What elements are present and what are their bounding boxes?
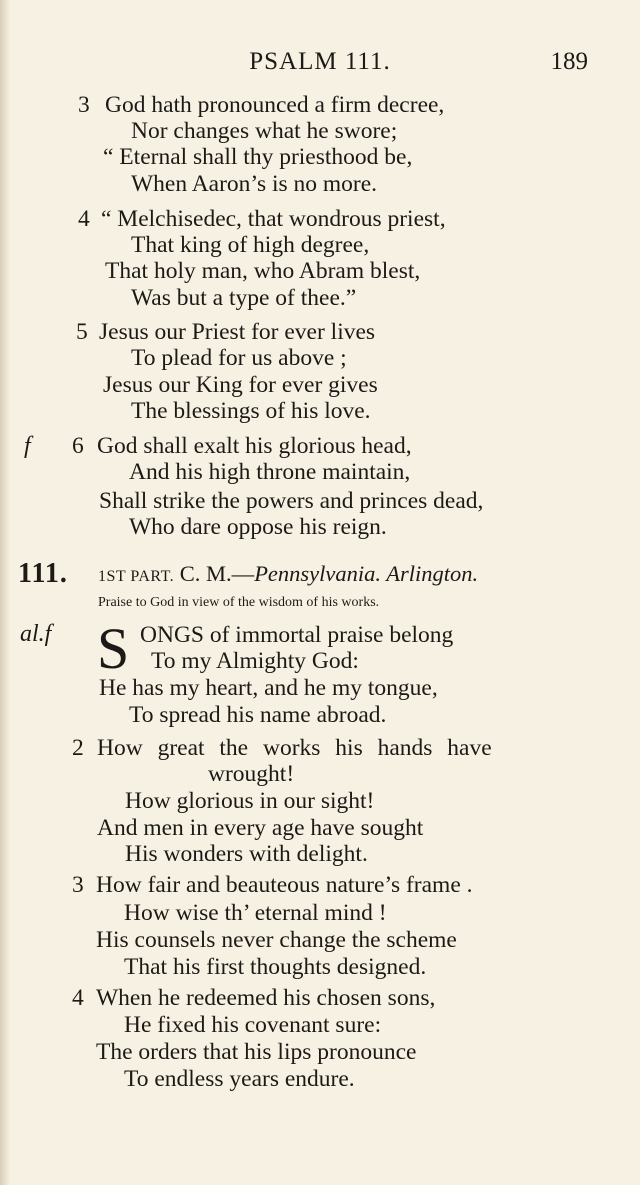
verse-number: 4 (72, 985, 84, 1011)
hymn-meter: C. M.— (179, 561, 255, 586)
verse-line: He fixed his covenant sure: (124, 1012, 382, 1038)
verse-line: How wise th’ eternal mind ! (124, 900, 387, 926)
verse-line: His wonders with delight. (125, 841, 368, 867)
verse-line: To endless years endure. (124, 1066, 355, 1092)
verse-number: 6 (72, 433, 84, 459)
page-title: PSALM 111. (249, 48, 391, 75)
hymn-heading (98, 563, 478, 586)
verse-line: Was but a type of thee.” (131, 285, 357, 311)
verse-line: And his high throne maintain, (129, 459, 411, 485)
page-number: 189 (550, 48, 588, 75)
verse-line: That king of high degree, (131, 232, 370, 258)
verse-line: God hath pronounced a firm decree, (105, 92, 445, 118)
verse-line: His counsels never change the scheme (96, 927, 457, 953)
verse-line: He has my heart, and he my tongue, (99, 675, 438, 701)
verse-line: To plead for us above ; (131, 345, 347, 371)
verse-line: How great the works his hands have (97, 735, 492, 761)
verse-line: How fair and beauteous nature’s frame . (96, 872, 473, 898)
hymn-tunes: Pennsylvania. Arlington. (254, 561, 479, 586)
verse-line: That holy man, who Abram blest, (105, 258, 421, 284)
verse-line: Jesus our Priest for ever lives (99, 319, 376, 345)
verse-line: ONGS of immortal praise belong (140, 622, 454, 648)
verse-line: When he redeemed his chosen sons, (96, 985, 436, 1011)
hymn-number: 111. (18, 558, 68, 589)
verse-line: To spread his name abroad. (129, 702, 387, 728)
verse-line: Who dare oppose his reign. (129, 514, 387, 540)
verse-line: How glorious in our sight! (125, 788, 375, 814)
dynamics-marker: f (24, 433, 31, 459)
page-spine-shadow (0, 0, 10, 1185)
verse-line: Jesus our King for ever gives (103, 372, 378, 398)
verse-line: The blessings of his love. (131, 398, 371, 424)
verse-number: 5 (76, 319, 88, 345)
drop-cap: S (97, 616, 130, 681)
verse-number: 3 (78, 92, 90, 118)
verse-number: 2 (72, 735, 84, 761)
verse-line: God shall exalt his glorious head, (97, 433, 412, 459)
verse-line: Shall strike the powers and princes dead, (99, 488, 484, 514)
hymn-subtitle: Praise to God in view of the wisdom of his works. (98, 595, 380, 610)
verse-line: Nor changes what he swore; (131, 118, 398, 144)
dynamics-marker: al.f (20, 621, 52, 647)
verse-number: 4 (78, 206, 90, 232)
verse-line: And men in every age have sought (97, 815, 424, 841)
verse-line: To my Almighty God: (151, 648, 359, 674)
verse-number: 3 (72, 872, 84, 898)
verse-line: When Aaron’s is no more. (131, 171, 378, 197)
verse-line: The orders that his lips pronounce (96, 1039, 417, 1065)
verse-line: “ Eternal shall thy priesthood be, (103, 144, 413, 170)
verse-line: wrought! (208, 761, 295, 787)
verse-line: That his first thoughts designed. (124, 954, 427, 980)
hymn-part: 1ST PART. (98, 568, 175, 585)
verse-line: “ Melchisedec, that wondrous priest, (101, 206, 446, 232)
